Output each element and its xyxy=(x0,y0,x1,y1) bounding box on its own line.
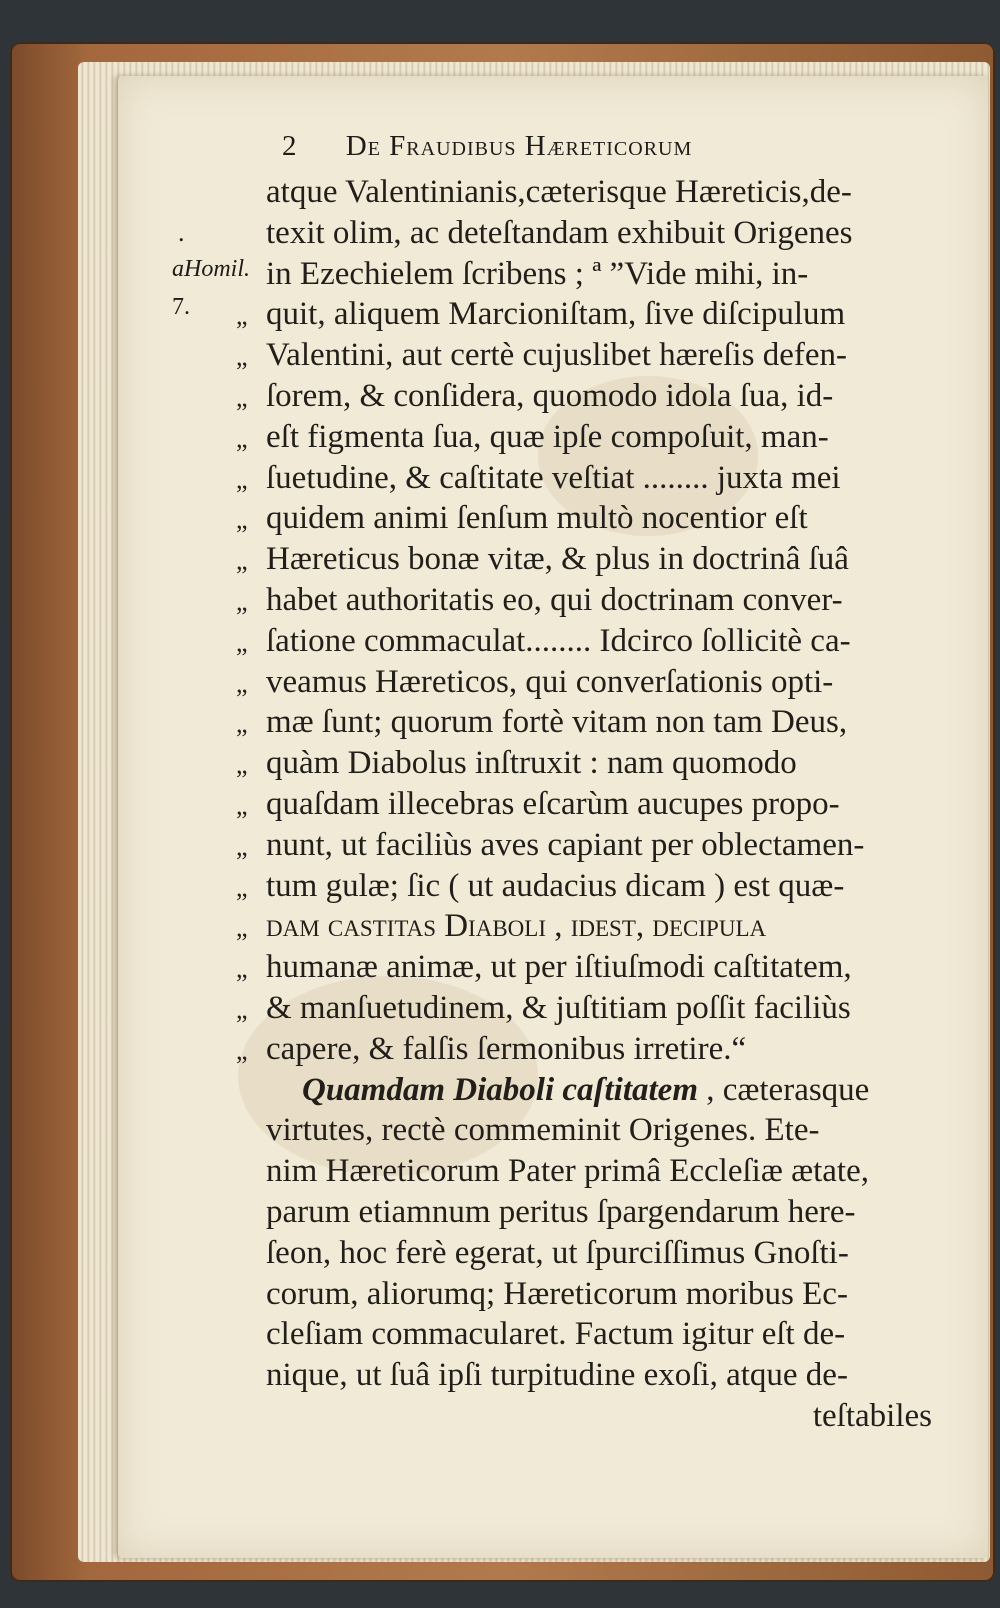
line-text: nique, ut ſuâ ipſi turpitudine exoſi, atque de- xyxy=(266,1357,848,1394)
text-line xyxy=(236,294,932,335)
text-line xyxy=(236,702,932,743)
text-line xyxy=(272,1070,932,1111)
line-text: & manſuetudinem, & juſtitiam poſſit faciliùs xyxy=(266,989,851,1026)
margin-dot: . xyxy=(178,218,185,247)
running-title: De Fraudibus Hæreticorum xyxy=(345,130,693,162)
line-text: nunt, ut faciliùs aves capiant per oblectamen- xyxy=(266,826,865,863)
line-text: parum etiamnum peritus ſpargendarum here- xyxy=(266,1193,856,1230)
margin-note-number: 7. xyxy=(172,294,190,320)
page-number: 2 xyxy=(282,130,298,162)
text-line xyxy=(266,213,932,254)
catchword: teſtabiles xyxy=(812,1397,932,1434)
quote-mark: „ xyxy=(236,546,248,576)
line-text: dam castitas Diaboli , ideſt, decipula xyxy=(266,908,767,945)
quote-mark: „ xyxy=(236,382,248,412)
quote-mark: „ xyxy=(236,913,248,943)
quote-mark: „ xyxy=(236,994,248,1024)
quote-mark: „ xyxy=(236,423,248,453)
text-line xyxy=(236,539,932,580)
margin-note-homil: aHomil. xyxy=(172,256,250,282)
line-text: atque Valentinianis,cæterisque Hæreticis,de- xyxy=(266,174,852,210)
text-line xyxy=(266,1355,932,1396)
line-text: corum, aliorumq; Hæreticorum moribus Ec- xyxy=(266,1275,848,1312)
line-text: Quamdam Diaboli caſtitatem , cæterasque xyxy=(302,1071,870,1108)
text-line xyxy=(236,1029,932,1070)
quote-mark: „ xyxy=(236,831,248,861)
quote-mark: „ xyxy=(236,790,248,820)
text-line xyxy=(236,458,932,499)
line-text: ſeon, hoc ferè egerat, ut ſpurciſſimus Gnoſti- xyxy=(266,1234,849,1271)
line-text: cleſiam commacularet. Factum igitur eſt de- xyxy=(266,1316,846,1353)
text-line xyxy=(236,947,932,988)
text-line xyxy=(236,662,932,703)
text-line xyxy=(236,621,932,662)
text-line xyxy=(236,498,932,539)
text-line xyxy=(266,1314,932,1355)
line-text: humanæ animæ, ut per iſtiuſmodi caſtitatem, xyxy=(266,949,852,986)
italic-phrase: Quamdam Diaboli caſtitatem xyxy=(302,1071,698,1108)
quote-mark: „ xyxy=(236,301,248,331)
quote-mark: „ xyxy=(236,586,248,616)
text-line xyxy=(236,825,932,866)
line-text: veamus Hæreticos, qui converſationis opti- xyxy=(266,663,834,700)
line-text: virtutes, rectè commeminit Origenes. Ete- xyxy=(266,1112,820,1149)
quote-mark: „ xyxy=(236,464,248,494)
line-text: quit, aliquem Marcioniſtam, ſive diſcipulum xyxy=(266,296,846,333)
line-text: ſuetudine, & caſtitate veſtiat ........ juxta mei xyxy=(266,459,841,496)
quote-mark: „ xyxy=(236,505,248,535)
line-text: quàm Diabolus inſtruxit : nam quomodo xyxy=(266,745,797,782)
text-line xyxy=(236,580,932,621)
text-line xyxy=(266,1151,932,1192)
line-text: Hæreticus bonæ vitæ, & plus in doctrinâ ſuâ xyxy=(266,541,849,578)
text-line xyxy=(266,1233,932,1274)
text-line xyxy=(236,743,932,784)
quote-mark: „ xyxy=(236,954,248,984)
text-line xyxy=(266,1274,932,1315)
text-line xyxy=(266,254,932,295)
line-text: quaſdam illecebras eſcarùm aucupes propo- xyxy=(266,785,840,822)
line-text: nim Hæreticorum Pater primâ Eccleſiæ ætate, xyxy=(266,1153,869,1190)
text-line xyxy=(236,906,932,947)
quote-mark: „ xyxy=(236,668,248,698)
body-text xyxy=(236,172,932,1437)
line-text: mæ ſunt; quorum fortè vitam non tam Deus, xyxy=(266,704,848,741)
text-line xyxy=(266,172,932,213)
text-line xyxy=(236,335,932,376)
text-line xyxy=(266,1110,932,1151)
quote-mark: „ xyxy=(236,872,248,902)
line-text: ſatione commaculat........ Idcirco ſollicitè ca- xyxy=(266,622,851,659)
text-line xyxy=(236,866,932,907)
line-text: quidem animi ſenſum multò nocentior eſt xyxy=(266,500,808,537)
running-head xyxy=(282,130,842,163)
line-text: texit olim, ac deteſtandam exhibuit Origenes xyxy=(266,214,853,251)
line-text: eſt figmenta ſua, quæ ipſe compoſuit, man- xyxy=(266,418,829,455)
text-line xyxy=(236,988,932,1029)
text-line xyxy=(266,1192,932,1233)
line-text: Valentini, aut certè cujuslibet hæreſis defen- xyxy=(266,337,847,374)
quote-mark: „ xyxy=(236,342,248,372)
line-text: in Ezechielem ſcribens ; ª ”Vide mihi, in- xyxy=(266,255,809,292)
quote-mark: „ xyxy=(236,627,248,657)
catchword-line xyxy=(272,1396,932,1437)
quote-mark: „ xyxy=(236,750,248,780)
line-text: capere, & falſis ſermonibus irretire.“ xyxy=(266,1030,747,1067)
line-text: habet authoritatis eo, qui doctrinam conver- xyxy=(266,581,843,618)
text-line xyxy=(236,376,932,417)
quote-mark: „ xyxy=(236,709,248,739)
line-text: tum gulæ; ſic ( ut audacius dicam ) est quæ- xyxy=(266,867,845,904)
text-line xyxy=(236,784,932,825)
line-text: ſorem, & conſidera, quomodo idola ſua, id- xyxy=(266,377,834,414)
text-line xyxy=(236,417,932,458)
quote-mark: „ xyxy=(236,1035,248,1065)
